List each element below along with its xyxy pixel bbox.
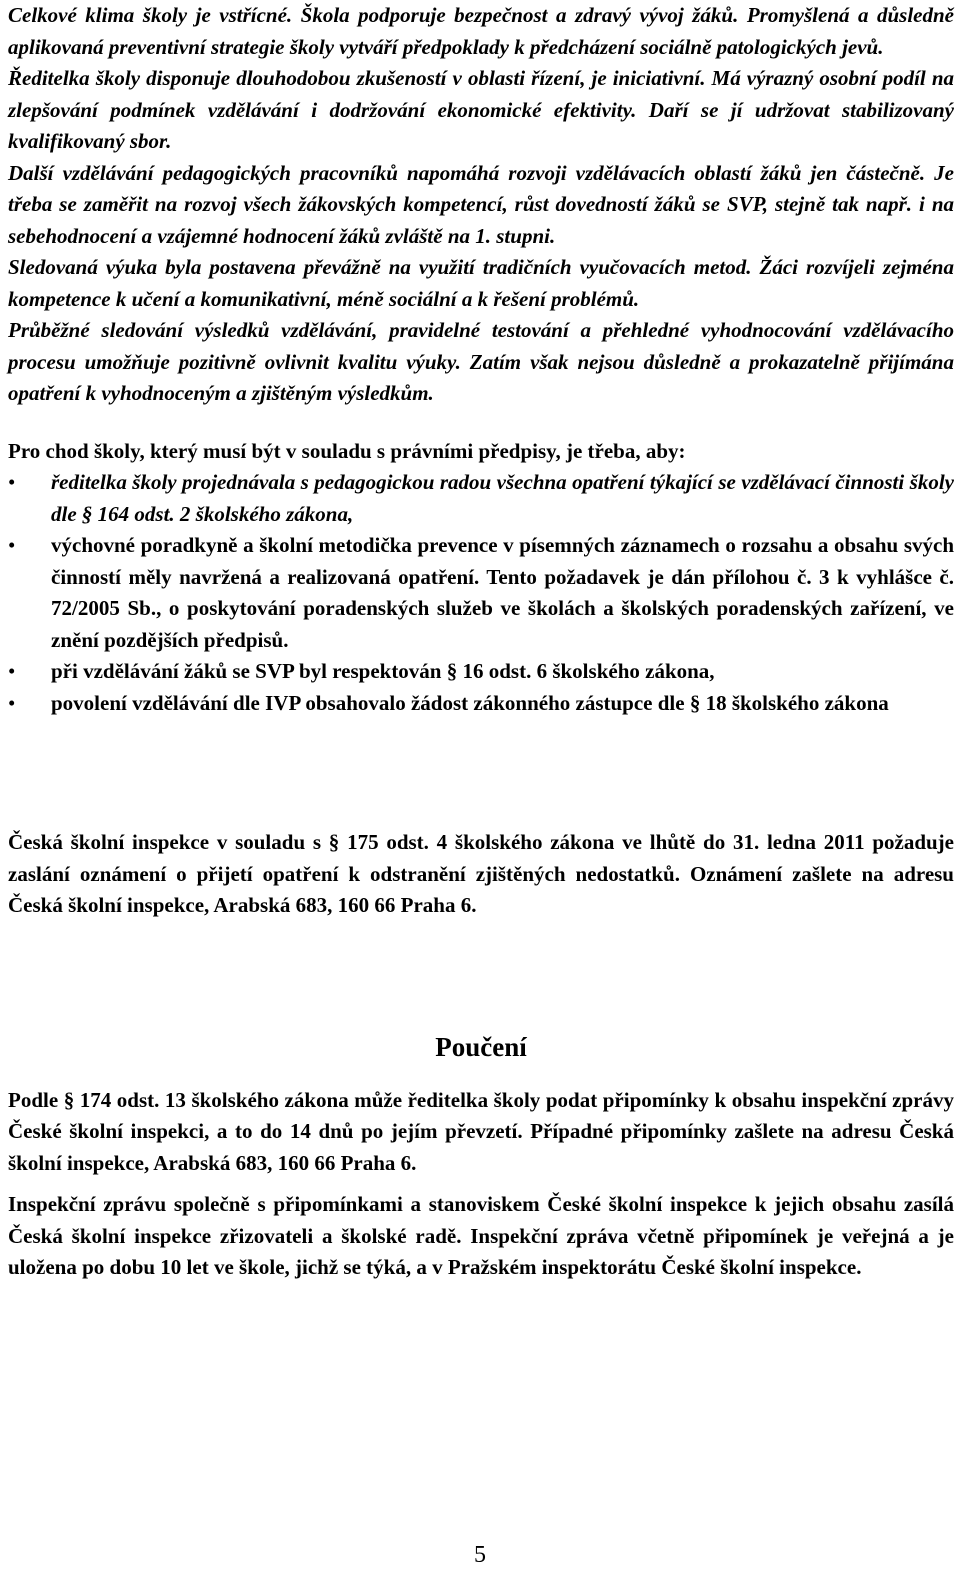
requirements-intro: Pro chod školy, který musí být v souladu s právními předpisy, je třeba, aby: [8, 438, 686, 463]
page-number: 5 [474, 1542, 486, 1568]
paragraph-teaching-methods: Sledovaná výuka byla postavena převážně na využití tradičních vyučovacích metod. Žáci rozvíjeli zejména kompetence k učení a komunikativní, méně sociální a k řešení problémů. [8, 255, 954, 311]
bullet-icon: • [8, 470, 16, 494]
bullet-icon: • [8, 690, 16, 715]
paragraph-climate: Celkové klima školy je vstřícné. Škola podporuje bezpečnost a zdravý vývoj žáků. Promyšlená a důsledně aplikovaná preventivní strategie školy vytváří předpoklady k předcházení sociálně patologických jevů. [8, 3, 954, 59]
paragraph-director: Ředitelka školy disponuje dlouhodobou zkušeností v oblasti řízení, je iniciativní. Má výrazný osobní podíl na zlepšování podmínek vzdělávání i dodržování ekonomické efektivity. Daří se jí udržovat stabilizovaný kvalifikovaný sbor. [8, 66, 954, 153]
notice-paragraph: Česká školní inspekce v souladu s § 175 odst. 4 školského zákona ve lhůtě do 31. ledna 2011 požaduje zaslání oznámení o přijetí opatření k odstranění zjištěných nedostatků. Oznámení zašlete na adresu Česká školní inspekce, Arabská 683, 160 66 Praha 6. [8, 830, 954, 917]
bullet-icon: • [8, 533, 16, 557]
list-item [8, 530, 954, 656]
paragraph-monitoring: Průběžné sledování výsledků vzdělávání, pravidelné testování a přehledné vyhodnocování vzdělávacího procesu umožňuje pozitivně ovlivnit kvalitu výuky. Zatím však nejsou důsledně a prokazatelně přijímána opatření k vyhodnoceným a zjištěným výsledkům. [8, 318, 954, 405]
list-item-text: ředitelka školy projednávala s pedagogickou radou všechna opatření týkající se vzdělávací činnosti školy dle § 164 odst. 2 školského zákona, [51, 470, 954, 526]
bullet-icon: • [8, 659, 16, 683]
pouceni-paragraph-distribution: Inspekční zprávu společně s připomínkami a stanoviskem České školní inspekce k jejich obsahu zasílá Česká školní inspekce zřizovateli a školské radě. Inspekční zpráva včetně připomínek je veřejná a je uložena po dobu 10 let ve škole, jichž se týká, a v Pražském inspektorátu České školní inspekce. [8, 1192, 954, 1279]
list-item-text: výchovné poradkyně a školní metodička prevence v písemných záznamech o rozsahu a obsahu svých činností měly navržená a realizovaná opatření. Tento požadavek je dán přílohou č. 3 k vyhlášce č. 72/2005 Sb., o poskytování poradenských služeb ve školách a školských poradenských zařízení, ve znění pozdějších předpisů. [51, 533, 954, 652]
pouceni-heading: Poučení [435, 1031, 527, 1062]
pouceni-paragraph-comments: Podle § 174 odst. 13 školského zákona může ředitelka školy podat připomínky k obsahu inspekční zprávy České školní inspekci, a to do 14 dnů po jejím převzetí. Případné připomínky zašlete na adresu Česká školní inspekce, Arabská 683, 160 66 Praha 6. [8, 1087, 954, 1175]
list-item-text: povolení vzdělávání dle IVP obsahovalo žádost zákonného zástupce dle § 18 školského zákona [51, 690, 889, 715]
document-page [8, 0, 954, 1284]
list-item-text: při vzdělávání žáků se SVP byl respektován § 16 odst. 6 školského zákona, [51, 659, 715, 683]
list-item [8, 467, 954, 530]
paragraph-further-education: Další vzdělávání pedagogických pracovníků napomáhá rozvoji vzdělávacích oblastí žáků jen částečně. Je třeba se zaměřit na rozvoj všech žákovských kompetencí, růst dovedností žáků se SVP, stejně tak např. i na sebehodnocení a vzájemné hodnocení žáků zvláště na 1. stupni. [8, 160, 954, 248]
list-item [8, 656, 954, 688]
list-item [8, 688, 954, 720]
requirements-list [8, 467, 954, 719]
